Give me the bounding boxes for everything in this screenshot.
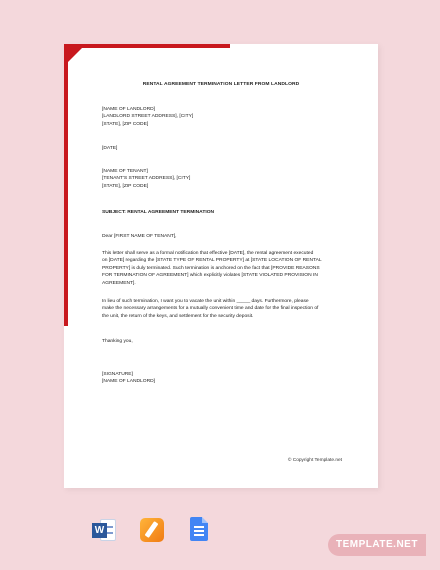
sender-line: [NAME OF LANDLORD] bbox=[102, 107, 155, 112]
template-net-badge[interactable]: TEMPLATE.NET bbox=[328, 534, 426, 556]
gdocs-line bbox=[194, 534, 204, 536]
copyright-notice: © Copyright Template.net bbox=[287, 458, 342, 463]
paragraph-line: PROPERTY] is duly terminated. Such termination is anchored on the fact that [PROVIDE REASONS bbox=[102, 265, 320, 271]
paragraph-line: In lieu of such termination, I want you to vacate the unit within _____ days. Furthermore, please bbox=[102, 299, 309, 304]
signature-block bbox=[102, 371, 346, 386]
recipient-address bbox=[102, 168, 346, 190]
signature-line: [NAME OF LANDLORD] bbox=[102, 379, 155, 385]
word-letter: W bbox=[92, 523, 107, 538]
paragraph-line: FOR TERMINATION OF AGREEMENT] which explicitly violates [STATE VIOLATED PROVISION IN bbox=[102, 273, 318, 279]
paragraph-notification bbox=[102, 250, 346, 287]
closing: Thanking you, bbox=[102, 339, 133, 344]
red-accent-top bbox=[64, 44, 230, 48]
recipient-line: [STATE], [ZIP CODE] bbox=[102, 183, 149, 189]
document-title: RENTAL AGREEMENT TERMINATION LETTER FROM LANDLORD bbox=[142, 82, 300, 87]
gdocs-line bbox=[194, 526, 204, 528]
paragraph-line: AGREEMENT]. bbox=[102, 280, 136, 286]
letter-date: [DATE] bbox=[102, 146, 118, 151]
app-icons bbox=[92, 516, 212, 546]
google-docs-icon-shape bbox=[190, 517, 208, 541]
signature-line: [SIGNATURE] bbox=[102, 372, 133, 377]
gdocs-line bbox=[194, 530, 204, 532]
subject-line: SUBJECT: RENTAL AGREEMENT TERMINATION bbox=[102, 210, 215, 215]
paragraph-line: on [DATE] regarding the [STATE TYPE OF RENTAL PROPERTY] at [STATE LOCATION OF RENTAL bbox=[102, 258, 322, 264]
recipient-line: [NAME OF TENANT] bbox=[102, 169, 148, 174]
red-accent-corner bbox=[64, 44, 86, 66]
sender-line: [STATE], [ZIP CODE] bbox=[102, 121, 149, 127]
salutation: Dear [FIRST NAME OF TENANT], bbox=[102, 234, 177, 239]
letter-document bbox=[64, 44, 378, 488]
sender-line: [LANDLORD STREET ADDRESS], [CITY] bbox=[102, 114, 194, 120]
recipient-line: [TENANT'S STREET ADDRESS], [CITY] bbox=[102, 176, 191, 182]
pages-icon[interactable] bbox=[138, 516, 166, 546]
paragraph-line: This letter shall serve as a formal notification that effective [DATE], the rental agreement executed bbox=[102, 251, 314, 256]
paragraph-line: the unit, the return of the keys, and settlement for the security deposit. bbox=[102, 313, 254, 319]
paragraph-line: make the necessary arrangements for a mutually convenient time and date for the final inspection of bbox=[102, 306, 319, 312]
paragraph-vacate bbox=[102, 298, 346, 320]
word-icon[interactable] bbox=[92, 516, 120, 546]
sender-address bbox=[102, 106, 346, 128]
google-docs-icon[interactable] bbox=[184, 516, 212, 546]
pages-icon-shape bbox=[140, 518, 164, 542]
